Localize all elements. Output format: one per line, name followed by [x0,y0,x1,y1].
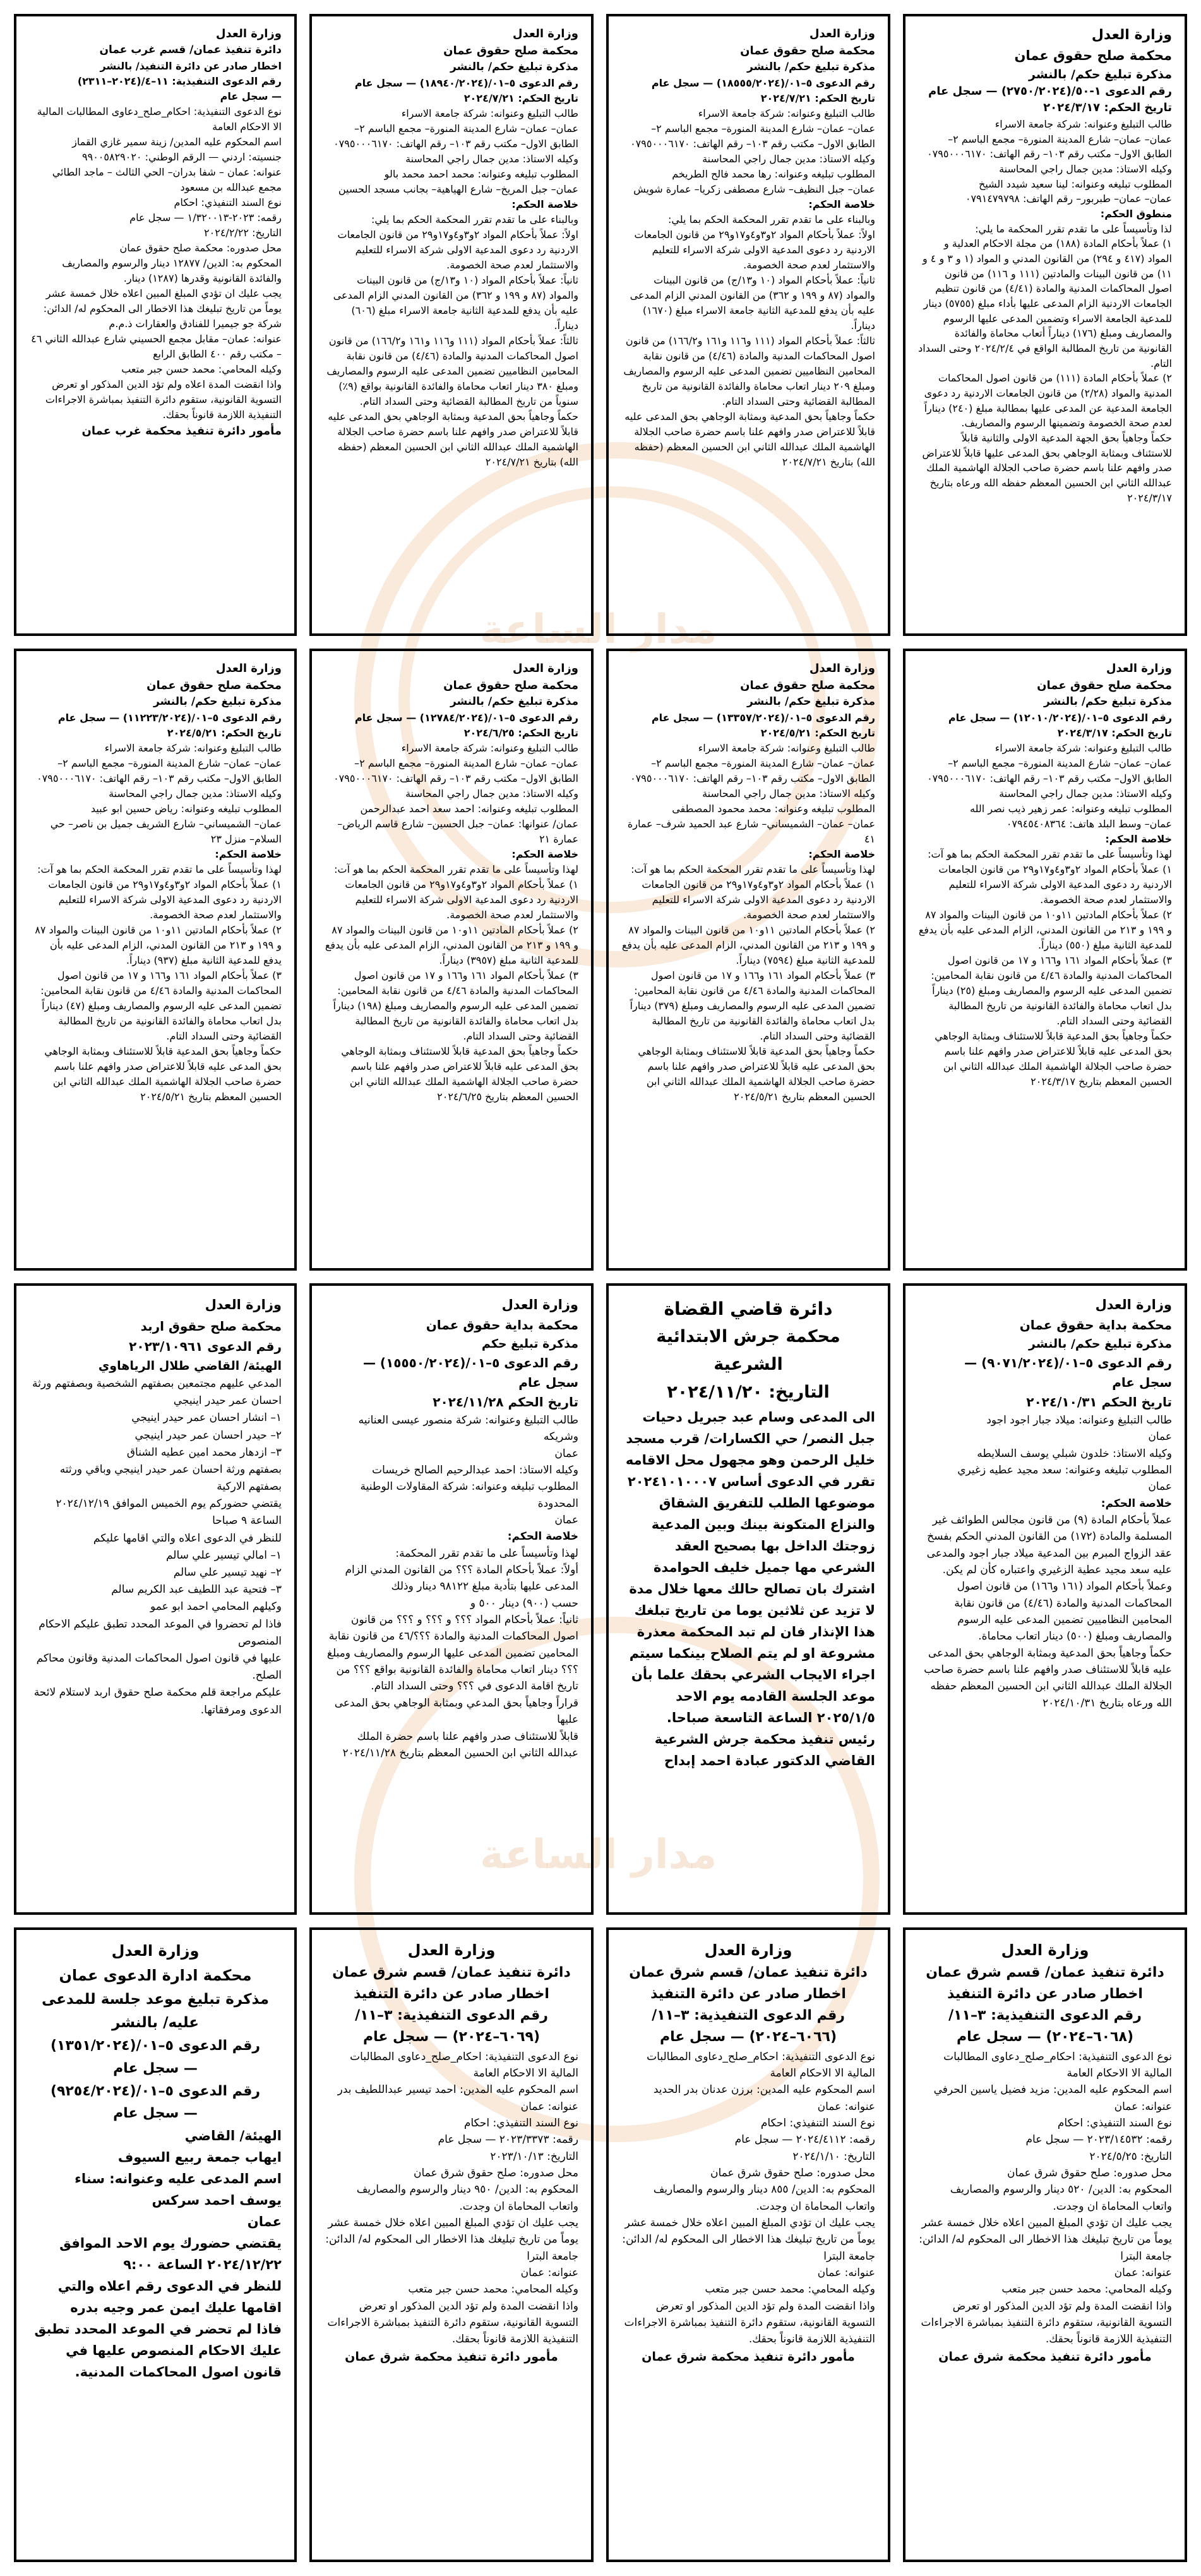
notice-line: محكمة جرش الابتدائية الشرعية [650,1327,840,1375]
notice-line: اسم المحكوم عليه المدين: احمد تيسير عبداللطيف بدر [337,2083,578,2097]
notice-line: رقم الدعوى ٥–٠١/(١٢٠١٠/٢٠٢٤) — سجل عام [948,711,1172,724]
notice-line: مذكرة تبليغ حكم [481,1336,578,1351]
notice-line: المحكوم به: الدين/ ١٢٨٧٧ دينار والرسوم والمصاريف والفائدة القانونية وقدرها (١٢٨٧) دينار. [59,256,282,284]
notice-line: الهيئة/ القاضي طلال الرياهاوي [98,1358,282,1373]
notice-line: وكيله الاستاذ: مدين جمال راجي المحاسنة [999,787,1172,800]
notice-line: — سجل عام [220,90,282,102]
notice-line: عليكم مراجعة قلم محكمة صلح حقوق اربد لاستلام لائحة الدعوى ومرفقاتها. [30,1686,282,1716]
notice-line: رقم الدعوى التنفيذية: ٣–١١/ [355,2008,548,2024]
notice-line: وزارة العدل [501,1297,578,1312]
notice-line: — سجل عام [113,2106,198,2122]
notice-line: يقتضي حضوركم يوم الخميس الموافق ٢٠٢٤/١٢/١٩ [56,1497,282,1511]
notice-line: طالب التبليغ وعنوانه: شركة جامعة الاسراء [698,107,875,119]
notice-line: عنوانه: عمان – شفا بدران– الحي الثالث – ماجد الطائي مجمع عبدالله بن مسعود [49,165,282,193]
notice-line: وكيله الاستاذ: مدين جمال راجي المحاسنة [999,163,1172,175]
notice-line: عليها في قانون اصول المحاكمات المدنية وقانون محاكم الصلح. [33,1651,282,1682]
notice-r4c2 [606,1927,890,2562]
notice-line: لهذا وتأسيساً على ما تقدم تقرر المحكمة الحكم بما هو آت: [928,848,1172,860]
notice-line: وزارة العدل [407,1941,496,1959]
notice-line: عمان [1148,1430,1172,1444]
notice-line: وبالبناء على ما تقدم تقرر المحكمة الحكم بما يلي: [371,213,578,225]
notice-line: وبالبناء على ما تقدم تقرر المحكمة الحكم بما يلي: [668,213,875,225]
notice-line: ٣) عملاً بأحكام المواد ١٦١ و١٦٦ و ١٧ من قانون اصول المحاكمات المدنية والمادة ٤/٤٦ من قانون نقابة المحامين: تضمين المدعى عليه الرسوم والمصاريف ومبلغ (١٩٨) ديناراً بدل اتعاب محاماة والفائدة القانونية من تاريخ المطالبة القضائية وحتى السداد التام. [330,969,578,1042]
notice-line: مذكرة تبليغ حكم/ بالنشر [746,695,875,708]
notice-line: القاضي الدكتور عبادة احمد إبداح [664,1752,875,1768]
notice-line: المطلوب تبليغه وعنوانه: عمر زهير ذيب نصر الله [970,802,1172,815]
notice-line: فاذا لم تحضر في الموعد المحدد تطبق عليك الاحكام المنصوص عليها في قانون اصول المحاكمات المدنية. [30,2321,282,2380]
notice-line: وزارة العدل [512,662,578,675]
notice-line: نوع الدعوى التنفيذية: احكام_صلح_دعاوى المطالبات المالية الا الاحكام العامة [33,105,282,133]
notice-line: ثانياً: عملاً بأحكام المواد (١٠ و١٣/ج) من قانون البينات والمواد (٨٧ و ١٩٩ و ٣٦٢) من القانون المدني الزام المدعى عليه بأن يدفع للمدعية الثانية جامعة الاسراء مبلغ (١٦٧٠) ديناراً. [626,273,875,332]
notice-line: عملاً بأحكام المادة (٩) من قانون مجالس الطوائف غير المسلمة والمادة (١٧٢) من القانون المدني الحكم بفسخ عقد الزواج المبرم بين المدعية ميلاد جبار اجود والمدعى عليه سعد مجيد عطية الزغيري واعتباره كأن لم يكن. [923,1514,1172,1577]
notice-line: وزارة العدل [1001,1941,1089,1959]
notice-line: لهذا وتأسيساً على ما تقدم تقرر المحكمة الحكم بما هو آت: [631,863,875,875]
notice-line: ١) عملاً بأحكام المواد ٢و٣و٤و١٧و٢٩ من قانون الجامعات الاردنية رد دعوى المدعية الاولى شركة الاسراء للتعليم والاستثمار لعدم صحة الخصومة. [638,878,875,921]
notice-line: رقم الدعوى ٥–٠١/(١٨٩٤٠/٢٠٢٤) — سجل عام [354,76,578,89]
notice-line: وزارة العدل [111,1942,200,1960]
notice-line: محكمة بداية حقوق عمان [426,1317,578,1333]
notice-line: رقم الدعوى التنفيذية: ٣–١١/ [948,2008,1142,2024]
notice-line: نوع السند التنفيذي: احكام [174,196,282,208]
notice-line: مذكرة تبليغ حكم/ بالنشر [1029,67,1172,81]
notice-line: محكمة صلح حقوق عمان [146,679,282,692]
notice-line: عمان– جبل المريخ– شارع الهياهية– بجانب مسجد الحسين [338,183,578,195]
notice-line: عمان [1148,1480,1172,1494]
notice-line: نوع السند التنفيذي: احكام [760,2116,875,2130]
notice-line: عنوانه: عمان [817,2267,875,2280]
notice-line: عمان [554,1514,578,1527]
notice-line: سجل عام [1112,1374,1172,1390]
notice-line: اولاً: عملاً بأحكام المواد ٢و٣و٤و١٧و٢٩ من قانون الجامعات الاردنية رد دعوى المدعية الاولى شركة الاسراء للتعليم والاستثمار لعدم صحة الخصومة. [334,228,578,271]
notice-line: طالب التبليغ وعنوانه: شركة جامعة الاسراء [698,741,875,754]
notice-line: خلاصة الحكم: [1105,832,1172,845]
notice-line: يجب عليك ان تؤدي المبلغ المبين اعلاه خلال خمسة عشر يوماً من تاريخ تبليغك هذا الاخطار الى المحكوم له/ الدائن: جامعة البترا [321,2217,578,2263]
notice-line: المطلوب تبليغه وعنوانه: محمد احمد محمد بالو [384,167,578,180]
notice-line: ٣) عملاً بأحكام المواد ١٦١ و١٦٦ و ١٧ من قانون اصول المحاكمات المدنية والمادة ٤/٤٦ من قانون نقابة المحامين: تضمين المدعى عليه الرسوم والمصاريف ومبلغ (٤٧) ديناراً بدل اتعاب محاماة والفائدة القانونية من تاريخ المطالبة القضائية وحتى السداد التام. [37,969,282,1042]
notice-line: مذكرة تبليغ حكم/ بالنشر [450,61,578,73]
notice-line: اخطار صادر عن دائرة التنفيذ [354,1986,549,2003]
notice-line: وزارة العدل [809,662,875,675]
notice-line: ٣) عملاً بأحكام المواد ١٦١ و١٦٦ و ١٧ من قانون اصول المحاكمات المدنية والمادة ٤/٤٦ من قانون نقابة المحامين: تضمين المدعى عليه الرسوم والمصاريف ومبلغ (٣٧٩) ديناراً بدل اتعاب محاماة والفائدة القانونية من تاريخ المطالبة القضائية وحتى السداد التام. [626,969,875,1042]
notice-r1c2 [606,14,890,636]
notice-line: عمان– عمان– شارع المدينة المنورة– مجمع الباسم ٢– الطابق الاول– مكتب رقم ١٠٣– رقم الهاتف: ٠٧٩٥٠٠٠٦١٧٠ [927,133,1172,160]
notice-line: تاريخ الحكم ٢٠٢٤/١٠/٣١ [1026,1394,1172,1410]
notice-line: تاريخ الحكم: ٢٠٢٤/٣/١٧ [1043,101,1172,115]
notice-line: وكيله الاستاذ: مدين جمال راجي المحاسنة [109,787,282,800]
notice-line: عمان– الشميساني– شارع الشريف جميل بن ناصر– حي السلام– منزل ٢٣ [47,817,282,845]
notice-line: عمان– عمان– شارع المدينة المنورة– مجمع الباسم ٢– الطابق الاول– مكتب رقم ١٠٣– رقم الهاتف: ٠٧٩٥٠٠٠٦١٧٠ [37,757,282,784]
notice-line: اسم المحكوم عليه المدين: مزيد فضيل ياسين الحرفي [933,2083,1172,2097]
notice-line: المدعي عليهم مجتمعين بصفتهم الشخصية وبصفتهم ورثة احسان عمر حيدر اينيجي [28,1377,282,1408]
notice-line: رقم الدعوى التنفيذية: ١١–٤/(٢٠٢٤–٢٣١١) [77,75,282,87]
notice-line: وكيله الاستاذ: مدين جمال راجي المحاسنة [702,152,875,165]
notice-line: خلاصة الحكم: [511,848,578,860]
notice-line: ١– امالي تيسير علي سالم [165,1549,282,1562]
notice-line: محكمة صلح حقوق عمان [740,679,875,692]
notice-line: ٢– نهيد تيسير علي سالم [173,1566,282,1579]
notice-line: ١) عملاً بأحكام المواد ٢و٣و٤و١٧و٢٩ من قانون الجامعات الاردنية رد دعوى المدعية الاولى شركة الاسراء للتعليم والاستثمار لعدم صحة الخصومة. [342,878,578,921]
notice-line: (٦٠٦٦–٢٠٢٤) — سجل عام [659,2029,837,2046]
notice-line: رقمه: ٢٠٢٣/١٤٥٣٢ — سجل عام [1025,2133,1172,2147]
notice-line: عنوانه: عمان [817,2100,875,2113]
notice-line: المطلوب تبليغه وعنوانه: لينا سعيد شيدد الشيخ [978,177,1172,190]
notice-line: ٣– ازدهار محمد امين عطيه الشناق [126,1446,282,1459]
notice-line: وكيله الاستاذ: خلدون شبلي يوسف السلايطه [977,1447,1172,1460]
notice-line: ٢) عملاً بأحكام المادتين ١١و١٠ من قانون البينات والمواد ٨٧ و ١٩٩ و ٢١٣ من القانون المدني، الزام المدعى عليه بأن يدفع للمدعية الثانية مبلغ (٥٥٠) ديناراً. [915,908,1172,951]
notice-line: حكماً وجاهياً بحق المدعية وبمثابة الوجاهي بحق المدعى عليه قابلاً للاعتراض صدر وافهم علنا باسم حضرة صاحب الجلالة الهاشمية الملك عبدالله الثاني ابن الحسين المعظم (حفظه الله) بتاريخ ٢٠٢٤/٧/٢١ [621,410,875,468]
notice-r1c1 [903,14,1187,636]
notice-line: عمان– جبل النظيف– شارع مصطفى زكريا– عمارة شويش [633,183,875,195]
notice-line: محكمة بداية حقوق عمان [1019,1317,1172,1333]
notice-line: بصفتهم ورثة احسان عمر حيدر اينيجي وباقي ورثته بصفتهم الاركية [56,1463,282,1494]
notice-line: يجب عليك ان تؤدي المبلغ المبين اعلاه خلال خمسة عشر يوماً من تاريخ تبليغك هذا الاخطار الى المحكوم له/ الدائن: جامعة البترا [618,2217,875,2263]
notice-line: نوع الدعوى التنفيذية: احكام_صلح_دعاوى المطالبات المالية الا الاحكام العامة [940,2050,1172,2080]
notice-line: للنظر في الدعوى رقم اعلاه والتي اقامها عليك ايمن عمر وجيه بدره [53,2278,282,2315]
notice-line: واذا انقضت المدة ولم تؤد الدين المذكور او تعرض التسوية القانونية، ستقوم دائرة التنفيذ بمباشرة الاجراءات التنفيذية اللازمة قانوناً بحقك. [621,2299,875,2346]
notice-line: اسم المحكوم عليه المدين/ زينة سمير غازي القماز [72,135,282,148]
notice-line: المحكوم به: الدين/ ٥٢٠ دينار والرسوم والمصاريف واتعاب المحاماة ان وجدت. [947,2183,1172,2213]
notice-line: عمان– عمان– شارع المدينة المنورة– مجمع الباسم ٢– الطابق الاول– مكتب رقم ١٠٣– رقم الهاتف: ٠٧٩٥٠٠٠٦١٧٠ [630,122,875,150]
notice-line: رقم الدعوى ١-٥٠/(٢٧٥٠/٢٠٢٤) — سجل عام [928,84,1172,98]
notice-line: عمان– عمان– طبربور– رقم الهاتف: ٠٧٩١٤٧٩٧٩٨ [965,193,1172,205]
notice-line: التاريخ: ٢٠٢٤/٢/٢٢ [204,226,282,239]
notice-line: محل صدوره: صلح حقوق شرق عمان [414,2166,578,2179]
notice-line: رقم الدعوى التنفيذية: ٣–١١/ [652,2008,845,2024]
notice-line: الهيئة/ القاضي [184,2128,282,2143]
notice-line: — سجل عام [113,2060,198,2076]
notice-line: ١– انشار احسان عمر حيدر اينيجي [131,1411,282,1425]
notice-line: الساعة ٩ صباحا [212,1514,282,1528]
notice-line: لذا وتأسيساً على ما تقدم تقرر المحكمة ما يلي: [975,222,1172,235]
notice-line: دائرة قاضي القضاة [664,1298,833,1319]
notice-line: المطلوب تبليغه وعنوانه: رياض حسين ابو عبيد [90,802,282,815]
notice-line: مأمور دائرة تنفيذ محكمة غرب عمان [81,424,282,438]
notice-line: التاريخ: ٢٠٢٤/١/١٠ [792,2150,875,2163]
notice-line: محكمة ادارة الدعوى عمان [59,1966,252,1984]
notice-line: عمان– وسط البلد هاتف: ٠٧٩٤٥٤٠٨٣٦٤ [1006,817,1172,830]
notice-line: فاذا لم تحضروا في الموعد المحدد تطبق عليكم الاحكام المنصوص [35,1617,282,1648]
notice-line: التاريخ: ٢٠٢٤/١١/٢٠ [667,1382,830,1402]
notice-line: وزارة العدل [1095,1297,1172,1312]
watermark-text: مدار الساعة [480,1831,717,1878]
notice-line: وكيله المحامي: محمد حسن جبر متعب [1001,2283,1172,2296]
notice-line: رقم الدعوى ٢٠٢٣/١٠٩٦١ [129,1338,282,1354]
notice-line: وكيله المحامي: محمد حسن جبر متعب [705,2283,875,2296]
notice-line: وكيله الاستاذ: مدين جمال راجي المحاسنة [702,787,875,800]
notice-line: محل صدوره: صلح حقوق شرق عمان [710,2166,875,2179]
notice-r2c1 [903,649,1187,1271]
notice-line: وعملاً بأحكام المواد (١٦١ و١٦٦) من قانون اصول المحاكمات المدنية والمادة (٤/٤٦) من قانون نقابة المحامين النظاميين تضمين المدعى عليه الرسوم والمصاريف ومبلغ (٥٠٠) دينار اتعاب محاماة. [950,1580,1172,1643]
notice-line: تاريخ الحكم: ٢٠٢٤/٥/٢١ [167,726,282,739]
notice-line: عمان [247,2214,282,2229]
notice-line: المطلوب تبليغه وعنوانه: احمد سعد احمد عبدالرحمن [360,802,578,815]
notice-line: وزارة العدل [809,27,875,40]
notice-line: اسم المحكوم عليه المدين: برزن عدنان بدر الحديد [653,2083,875,2097]
notice-line: التاريخ: ٢٠٢٣/١٠/١٣ [490,2150,578,2163]
notice-line: نوع الدعوى التنفيذية: احكام_صلح_دعاوى المطالبات المالية الا الاحكام العامة [346,2050,578,2080]
notice-line: رقم الدعوى ٥–٠١/(١٣٣٥٧/٢٠٢٤) — سجل عام [651,711,875,724]
notice-line: طالب التبليغ وعنوانه: شركة جامعة الاسراء [995,117,1172,130]
notice-line: عمان– عمان– شارع المدينة المنورة– مجمع الباسم ٢– الطابق الاول– مكتب رقم ١٠٣– رقم الهاتف: ٠٧٩٥٠٠٠٦١٧٠ [333,757,578,784]
notice-line: حكماً وجاهياً بحق المدعية قابلاً للاستئناف وبمثابة الوجاهي بحق المدعى عليه قابلاً للاعتراض صدر وافهم علنا باسم حضرة صاحب الجلالة الهاشمية الملك عبدالله الثاني ابن الحسين المعظم بتاريخ ٢٠٢٤/٥/٢١ [635,1045,875,1103]
notice-line: للنظر في الدعوى اعلاه والتي اقامها عليكم [93,1531,282,1545]
notice-r3c2 [606,1283,890,1915]
notice-line: الى المدعى وسام عبد جبريل دحيات [642,1409,875,1425]
notice-line: ٣– فتحية عبد اللطيف عبد الكريم سالم [111,1583,282,1597]
notice-line: ٢) عملاً بأحكام المادتين ١١و١٠ من قانون البينات والمواد ٨٧ و ١٩٩ و ٢١٣ من القانون المدني، الزام المدعى عليه بأن يدفع للمدعية الثانية مبلغ (٣٩٥٧) ديناراً. [321,923,578,966]
notice-line: ايهاب جمعة ربيع السيوف [117,2149,282,2165]
notice-line: دائرة تنفيذ عمان/ قسم شرق عمان [629,1965,868,1981]
notice-line: تاريخ الحكم: ٢٠٢٤/٥/٢١ [760,726,875,739]
notice-line: خلاصة الحكم: [511,198,578,210]
notice-r1c3 [309,14,594,636]
notice-r1c4 [14,14,297,636]
notice-line: مأمور دائرة تنفيذ محكمة شرق عمان [345,2349,558,2364]
notice-line: المحكوم به: الدين/ ٨٥٥ دينار والرسوم والمصاريف واتعاب المحاماة ان وجدت. [650,2183,875,2213]
notice-line: محكمة صلح حقوق عمان [1014,47,1172,63]
notice-line: ثالثاً: عملاً بأحكام المواد (١١١ و١١٦ و١٦١ و١٦٦/٢) من قانون اصول المحاكمات المدنية والمادة (٤/٤٦) من قانون نقابة المحامين النظاميين تضمين المدعى عليه الرسوم والمصاريف ومبلغ ٣٨٠ دينار اتعاب محاماة والفائدة القانونية بواقع (٩٪) سنوياً من تاريخ المطالبة القضائية وحتى السداد التام. [323,334,578,407]
notice-line: رقم الدعوى ٥–٠١/(١٢٧٨٤/٢٠٢٤) — سجل عام [354,711,578,724]
notice-line: قابلاً للاستئناف صدر وافهم علنا باسم حضرة الملك عبدالله الثاني ابن الحسين المعظم بتاريخ ٢٠٢٤/١١/٢٨ [342,1730,578,1759]
notice-line: محل صدوره: صلح حقوق شرق عمان [1007,2166,1172,2179]
notice-line: مذكرة تبليغ موعد جلسة للمدعى عليه/ بالنشر [36,1991,269,2031]
notice-line: محل صدوره: محكمة صلح حقوق عمان [119,241,282,254]
notice-line: رقم الدعوى ٥–٠١/(١١٢٢٣/٢٠٢٤) — سجل عام [57,711,282,724]
notice-line: طالب التبليغ وعنوانه: ميلاد جبار اجود اجود [986,1413,1172,1427]
notice-line: تاريخ الحكم: ٢٠٢٤/٦/٢٥ [463,726,578,739]
notice-r3c3 [309,1283,594,1915]
notice-line: حكماً وجاهياً بحق المدعية وبمثابة الوجاهي بحق المدعى عليه قابلاً للاستئناف صدر وافهم علنا باسم حضرة صاحب الجلالة الملك عبدالله الثاني ابن الحسين المعظم حفظه الله ورعاه بتاريخ ٢٠٢٤/١٠/٣١ [920,1646,1172,1710]
notice-line: نوع الدعوى التنفيذية: احكام_صلح_دعاوى المطالبات المالية الا الاحكام العامة [643,2050,875,2080]
notice-line: محكمة صلح حقوق عمان [443,44,578,57]
notice-line: دائرة تنفيذ عمان/ قسم غرب عمان [99,44,282,56]
notice-line: ٢) عملاً بأحكام المادة (١١١) من قانون اصول المحاكمات المدنية والمواد (٢/٢٨) من قانون الجامعات الاردنية رد دعوى الجامعة المدعية عن المدعى عليها بمطالبة مبلغ (٢٤٠) ديناراً لعدم صحة الخصومة وتضمينها الرسوم والمصاريف. [921,372,1172,429]
notice-r4c4 [14,1927,297,2562]
notice-r4c1 [903,1927,1187,2562]
notice-line: اخطار صادر عن دائرة التنفيذ [947,1986,1143,2003]
notice-line: مأمور دائرة تنفيذ محكمة شرق عمان [642,2349,855,2364]
notice-line: عنوانه: عمان [1114,2267,1172,2280]
notice-line: منطوق الحكم: [1100,208,1172,220]
notice-line: حكماً وجاهياً بحق المدعية وبمثابة الوجاهي بحق المدعى عليه قابلاً للاعتراض صدر وافهم علنا باسم حضرة صاحب الجلالة الهاشمية الملك عبدالله الثاني ابن الحسين المعظم (حفظه الله) بتاريخ ٢٠٢٤/٧/٢١ [325,410,578,468]
notice-line: وزارة العدل [1106,662,1172,675]
notice-line: لهذا وتأسيساً على ما تقدم تقرر المحكمة الحكم بما هو آت: [37,863,282,875]
notice-line: واذا انقضت المدة ولم تؤد الدين المذكور او تعرض التسوية القانونية، ستقوم دائرة التنفيذ بمباشرة الاجراءات التنفيذية اللازمة قانوناً بحقك. [917,2299,1172,2346]
notice-line: تاريخ الحكم: ٢٠٢٤/٣/١٧ [1057,726,1172,739]
notice-line: حسب (٩٠٠) دينار ٥٠٠ و [470,1597,578,1610]
notice-line: تاريخ الحكم: ٢٠٢٤/٧/٢١ [463,92,578,104]
notice-line: مذكرة تبليغ حكم/ بالنشر [153,695,282,708]
notice-line: نوع السند التنفيذي: احكام [463,2116,578,2130]
notice-line: رقمه: ٢٠٢٣-١/٣٢٠٠١٣ — سجل عام [129,211,282,224]
notice-line: المحكوم به: الدين/ ٩٥٠ دينار والرسوم والمصاريف واتعاب المحاماة ان وجدت. [353,2183,578,2213]
notice-line: محكمة صلح حقوق اربد [140,1318,282,1334]
notice-line: دائرة تنفيذ عمان/ قسم شرق عمان [332,1965,571,1981]
notice-line: وزارة العدل [1091,27,1172,43]
notice-line: تاريخ الحكم: ٢٠٢٤/٧/٢١ [760,92,875,104]
notice-r3c4 [14,1283,297,1915]
notice-line: واذا انقضت المدة ولم تؤد الدين المذكور او تعرض التسوية القانونية، ستقوم دائرة التنفيذ بمباشرة الاجراءات التنفيذية اللازمة قانوناً بحقك. [324,2299,578,2346]
notice-line: محكمة صلح حقوق عمان [1037,679,1172,692]
notice-line: عمان/ عنوانها: عمان– جبل الحسين– شارع قاسم الرياض– عمارة ٢١ [334,817,578,845]
notice-line: ٢) عملاً بأحكام المادتين ١١و١٠ من قانون البينات والمواد ٨٧ و ١٩٩ و ٢١٣ من القانون المدني، الزام المدعى عليه بأن يدفع للمدعية الثانية مبلغ (٧٥٩٤) ديناراً. [618,923,875,966]
notice-line: مذكرة تبليغ حكم/ بالنشر [1043,695,1172,708]
notice-line: خلاصة الحكم: [808,198,875,210]
notice-line: أولاً: عملاً بأحكام المادة ؟؟؟ من القانون المدني الزام المدعى عليها بتأدية مبلغ ٩٨١٢٢ دينار وذلك [342,1564,578,1593]
notice-line: عنوانه: عمان [520,2267,578,2280]
notice-line: عمان [554,1447,578,1460]
notice-line: طالب التبليغ وعنوانه: شركة جامعة الاسراء [104,741,282,754]
notice-line: جنسيته: اردني — الرقم الوطني: ٩٩٠٠٥٨٢٩٠٢٠ [82,150,282,163]
notice-line: ٢) عملاً بأحكام المادتين ١١و١٠ من قانون البينات والمواد ٨٧ و ١٩٩ و ٢١٣ من القانون المدني، الزام المدعى عليه بأن يدفع للمدعية الثانية مبلغ (٩٣٧) ديناراً. [32,923,282,966]
notice-line: محكمة صلح حقوق عمان [740,44,875,57]
notice-line: رقم الدعوى ٥–٠١/(١٨٥٥٥/٢٠٢٤) — سجل عام [651,76,875,89]
notice-line: ٢– حيدر احسان عمر حيدر اينيجي [134,1429,282,1442]
notice-line: طالب التبليغ وعنوانه: شركة جامعة الاسراء [401,107,578,119]
notice-line: اولاً: عملاً بأحكام المواد ٢و٣و٤و١٧و٢٩ من قانون الجامعات الاردنية رد دعوى المدعية الاولى شركة الاسراء للتعليم والاستثمار لعدم صحة الخصومة. [631,228,875,271]
notice-line: تقرر في الدعوى أساس ٢٠٢٤١٠١٠٠٠٧ [627,1473,875,1489]
notice-line: اسم المدعى عليه وعنوانه: سناء يوسف احمد سركس [69,2171,282,2208]
notice-line: خلاصة الحكم: [507,1530,578,1543]
notice-line: مأمور دائرة تنفيذ محكمة شرق عمان [938,2349,1152,2364]
notice-line: وزارة العدل [205,1297,282,1312]
notice-r2c3 [309,649,594,1271]
notice-line: حكماً وجاهياً بحق الجهة المدعية الاولى والثانية قابلاً للاستئناف وبمثابة الوجاهي بحق المدعى عليها قابلاً للاعتراض صدر وافهم علنا باسم حضرة صاحب الجلالة الهاشمية الملك عبدالله الثاني ابن الحسين المعظم حفظه الله ورعاه بتاريخ ٢٠٢٤/٣/١٧ [919,432,1172,504]
notice-line: خلاصة الحكم: [1101,1497,1172,1510]
notice-line: حكماً وجاهياً بحق المدعية قابلاً للاستئناف وبمثابة الوجاهي بحق المدعى عليه قابلاً للاعتراض صدر وافهم علنا باسم حضرة صاحب الجلالة الهاشمية الملك عبدالله الثاني ابن الحسين المعظم بتاريخ ٢٠٢٤/٥/٢١ [41,1045,282,1103]
notice-line: رقم الدعوى ٥–٠١/(٩٠٧١/٢٠٢٤) — [964,1355,1172,1370]
notice-line: رقم الدعوى ٥–٠١/(٩٢٥٤/٢٠٢٤) [50,2083,261,2099]
notice-line: واذا انقضت المدة اعلاه ولم تؤد الدين المذكور او تعرض التسوية القانونية، ستقوم دائرة التنفيذ بمباشرة الاجراءات التنفيذية اللازمة قانوناً بحقك. [42,378,282,421]
notice-line: تاريخ الحكم ٢٠٢٤/١١/٢٨ [433,1394,578,1410]
notice-line: المطلوب تبليغه وعنوانه: شركة المقاولات الوطنية المحدودة [357,1480,578,1510]
watermark-text: مدار الساعة [480,606,717,653]
notice-line: لهذا وتأسيساً على ما تقدم تقرر المحكمة: [395,1547,578,1560]
notice-line: طالب التبليغ وعنوانه: شركة جامعة الاسراء [995,741,1172,754]
notice-line: طالب التبليغ وعنوانه: شركة جامعة الاسراء [401,741,578,754]
notice-line: رقمه: ٢٠٢٣/٣٣٧٣ — سجل عام [438,2133,578,2147]
notice-line: اخطار صادر عن دائرة التنفيذ [650,1986,846,2003]
notice-line: طالب التبليغ وعنوانه: شركة منصور عيسى العنانيه وشريكه [355,1413,578,1444]
notice-line: عمان– عمان– شارع المدينة المنورة– مجمع الباسم ٢– الطابق الاول– مكتب رقم ١٠٣– رقم الهاتف: ٠٧٩٥٠٠٠٦١٧٠ [333,122,578,150]
notice-line: المطلوب تبليغه وعنوانه: سعد مجيد عطيه زغيري [957,1464,1172,1477]
notice-line: وكيله الاستاذ: مدين جمال راجي المحاسنة [405,152,578,165]
notice-line: رقمه: ٢٠٢٤/٤١١٢ — سجل عام [734,2133,875,2147]
notice-line: ثانياً: عملاً بأحكام المواد ؟؟؟ و ؟؟؟ و ؟؟؟ من قانون اصول المحاكمات المدنية والمادة ؟؟؟/٤٦ من قانون نقابة المحامين تضمين المدعى عليها الرسوم والمصاريف ومبلغ ؟؟؟ دينار اتعاب محاماة والفائدة القانونية بواقع ؟؟؟ من تاريخ اقامة الدعوى في ؟؟؟ وحتى السداد التام. [323,1614,578,1693]
notice-line: مذكرة تبليغ حكم/ بالنشر [1029,1336,1172,1351]
notice-line: وكيله الاستاذ: احمد عبدالرحيم الصالح خريسات [372,1464,578,1477]
notice-line: ١) عملاً بأحكام المواد ٢و٣و٤و١٧و٢٩ من قانون الجامعات الاردنية رد دعوى المدعية الاولى شركة الاسراء للتعليم والاستثمار لعدم صحة الخصومة. [45,878,282,921]
notice-r3c1 [903,1283,1187,1915]
notice-line: ١) عملاً بأحكام المواد ٢و٣و٤و١٧و٢٩ من قانون الجامعات الاردنية رد دعوى المدعية الاولى شركة الاسراء للتعليم والاستثمار لعدم صحة الخصومة. [935,863,1172,906]
notice-line: عنوانه: عمان [1114,2100,1172,2113]
notice-line: ٣) عملاً بأحكام المواد ١٦١ و١٦٦ و ١٧ من قانون اصول المحاكمات المدنية والمادة ٤/٤٦ من قانون نقابة المحامين: تضمين المدعى عليه الرسوم والمصاريف ومبلغ (٢٥) ديناراً بدل اتعاب محاماة والفائدة القانونية من تاريخ المطالبة القضائية وحتى السداد التام. [928,954,1172,1027]
notice-line: عنوانه: عمان– مقابل مجمع الحسيني شارع عبدالله الثاني ٤٦ – مكتب رقم ٤٠٠ الطابق الرابع [28,332,282,360]
notice-line: وكيلهم المحامي احمد ابو عمو [150,1600,282,1614]
notice-line: المطلوب تبليغه وعنوانه: رها محمد فالح الطريخم [672,167,875,180]
notice-line: حكماً وجاهياً بحق المدعية قابلاً للاستئناف وبمثابة الوجاهي بحق المدعى عليه قابلاً للاعتراض صدر وافهم علنا باسم حضرة صاحب الجلالة الهاشمية الملك عبدالله الثاني ابن الحسين المعظم بتاريخ ٢٠٢٤/٦/٢٥ [338,1045,578,1103]
notice-line: مذكرة تبليغ حكم/ بالنشر [746,61,875,73]
notice-line: (٦٠٦٨–٢٠٢٤) — سجل عام [956,2029,1134,2046]
notice-line: وكيله الاستاذ: مدين جمال راجي المحاسنة [405,787,578,800]
notice-line: ثانياً: عملاً بأحكام المواد (١٠ و١٣/ج) من قانون البينات والمواد (٨٧ و ١٩٩ و ٣٦٢) من القانون المدني الزام المدعى عليه بأن يدفع للمدعية الثانية جامعة الاسراء مبلغ (٦٠٦) ديناراً. [330,273,578,332]
notice-line: سجل عام [518,1374,578,1390]
notice-line: جبل النصر/ حي الكسارات/ قرب مسجد خليل الرحمن وهو مجهول محل الاقامه [621,1430,875,1468]
notice-line: خلاصة الحكم: [808,848,875,860]
notice-line: اخطار صادر عن دائرة التنفيذ/ بالنشر [100,59,282,72]
notice-line: حكماً وجاهياً بحق المدعية قابلاً للاستئناف وبمثابة الوجاهي بحق المدعى عليه قابلاً للاعتراض صدر وافهم علنا باسم حضرة صاحب الجلالة الهاشمية الملك عبدالله الثاني ابن الحسين المعظم بتاريخ ٢٠٢٤/٣/١٧ [931,1029,1172,1087]
notice-line: مذكرة تبليغ حكم/ بالنشر [450,695,578,708]
notice-line: قراراً وجاهياً بحق المدعي وبمثابة الوجاهي بحق المدعى عليها [331,1696,578,1727]
notice-line: وزارة العدل [512,27,578,40]
notice-line: يجب عليك ان تؤدي المبلغ المبين اعلاه خلال خمسة عشر يوماً من تاريخ تبليغك هذا الاخطار الى المحكوم له/ الدائن: جامعة البترا [915,2217,1172,2263]
notice-r2c4 [14,649,297,1271]
notice-r2c2 [606,649,890,1271]
notice-line: وزارة العدل [215,662,282,675]
notice-line: محكمة صلح حقوق عمان [443,679,578,692]
notice-line: ١) عملاً بأحكام المادة (١٨٨) من مجلة الاحكام العدلية و المواد (٤١٧ و ٢٩٤) من القانون المدني و المواد (١ و ٣ و ٤ و ١١) من قانون البينات والمادتين (١١١ و ١١٦) من قانون اصول المحاكمات المدنية والمادة (٤/٤١) من قانون تنظيم الجامعات الاردنية الزام المدعى عليها بأداء مبلغ (٥٧٥٥) دينار للمدعية الجامعة الاسراء وتضمين المدعى عليها الرسوم والمصاريف ومبلغ (١٧٦) ديناراً أتعاب محاماة والفائدة القانونية من تاريخ المطالبة الواقع في ٢٠٢٤/٢/٤ وحتى السداد التام. [915,237,1172,369]
notice-line: عمان– عمان– شارع المدينة المنورة– مجمع الباسم ٢– الطابق الاول– مكتب رقم ١٠٣– رقم الهاتف: ٠٧٩٥٠٠٠٦١٧٠ [630,757,875,784]
notice-line: وكيله المحامي: محمد حسن جبر متعب [121,362,282,375]
notice-line: وزارة العدل [215,27,282,40]
notice-line: التاريخ: ٢٠٢٤/٥/٢٥ [1089,2150,1172,2163]
notices-grid [14,14,1187,2562]
notice-line: ثالثاً: عملاً بأحكام المواد (١١١ و١١٦ و١٦١ و١٦٦/٢) من قانون اصول المحاكمات المدنية والمادة (٤/٤٦) من قانون نقابة المحامين النظاميين تضمين المدعى عليه الرسوم والمصاريف ومبلغ ٢٠٩ دينار اتعاب محاماة والفائدة القانونية من تاريخ المطالبة القضائية وحتى السداد التام. [620,334,875,407]
notice-line: رقم الدعوى ٥–٠١/(١٣٥١/٢٠٢٤) [50,2038,261,2054]
notice-r4c3 [309,1927,594,2562]
notice-line: (٦٠٦٩–٢٠٢٤) — سجل عام [362,2029,541,2046]
notice-line: وكيله المحامي: محمد حسن جبر متعب [408,2283,578,2296]
notice-line: عمان– عمان– الشميساني– شارع عبد الحميد شرف– عمارة ٤١ [624,817,875,845]
notice-line: عمان– عمان– شارع المدينة المنورة– مجمع الباسم ٢– الطابق الاول– مكتب رقم ١٠٣– رقم الهاتف: ٠٧٩٥٠٠٠٦١٧٠ [927,757,1172,784]
notice-line: رئيس تنفيذ محكمة جرش الشرعية [654,1731,875,1747]
notice-line: يقتضي حضورك يوم الاحد الموافق ٢٠٢٤/١٢/٢٢ الساعة ٩:٠٠ [54,2235,282,2272]
notice-line: يجب عليك ان تؤدي المبلغ المبين اعلاه خلال خمسة عشر يوماً من تاريخ تبليغك هذا الاخطار الى المحكوم له/ الدائن: شركة جو جيميرا للفنادق والعقارات ذ.م.م [40,287,282,330]
notice-line: لهذا وتأسيساً على ما تقدم تقرر المحكمة الحكم بما هو آت: [334,863,578,875]
notice-line: رقم الدعوى ٥–٠١/(١٥٥٥٠/٢٠٢٤) — [362,1355,578,1370]
notice-line: عنوانه: عمان [520,2100,578,2113]
notice-line: المطلوب تبليغه وعنوانه: محمد محمود المصطفى [672,802,875,815]
notice-line: نوع السند التنفيذي: احكام [1057,2116,1172,2130]
notice-line: وزارة العدل [704,1941,792,1959]
notice-line: موضوعها الطلب للتفريق الشقاق والنزاع المتكونة بينك وبين المدعية زوجتك الداخل بها بصحيح العقد الشرعي مها جميل خليف الحوامدة اشترك بان تصالح حالك معها خلال مدة لا تزيد عن ثلاثين يوما من تاريخ تبلغك هذا الإنذار فان لم تبد المحكمة معذرة مشروعة او لم يتم الصلاح بينكما سيتم اجراء الايجاب الشرعي بحقك علما بأن موعد الجلسة القادمه يوم الاحد ٢٠٢٥/١/٥ الساعة التاسعة صباحا. [624,1495,875,1725]
notice-line: دائرة تنفيذ عمان/ قسم شرق عمان [926,1965,1164,1981]
notice-line: خلاصة الحكم: [215,848,282,860]
